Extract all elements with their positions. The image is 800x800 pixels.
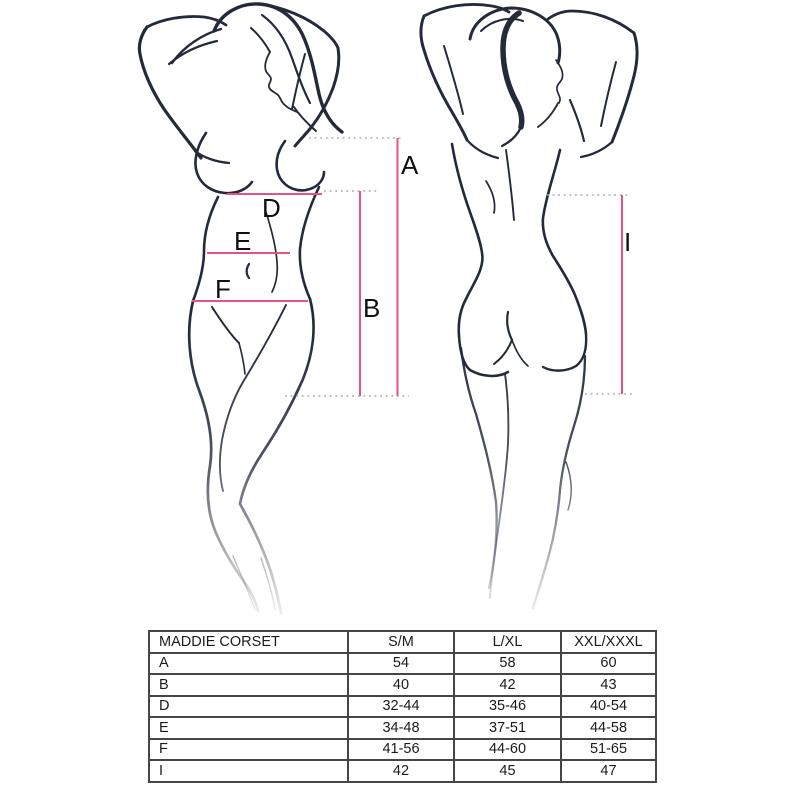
back-shoulder-blade — [486, 181, 495, 213]
front-hair-swoosh — [172, 29, 221, 63]
measurement-label-f: F — [215, 274, 231, 304]
table-row — [149, 653, 656, 675]
row-label: E — [149, 717, 348, 739]
cell-value: 34-48 — [348, 717, 454, 739]
column-header-sm: S/M — [348, 631, 454, 653]
row-label: I — [149, 760, 348, 782]
column-header-lxl: L/XL — [454, 631, 561, 653]
cell-value: 51-65 — [561, 739, 656, 761]
back-right-forearm — [548, 11, 634, 33]
row-label: B — [149, 674, 348, 696]
back-left-leg-outer — [461, 348, 497, 588]
cell-value: 42 — [454, 674, 561, 696]
table-row — [149, 674, 656, 696]
cell-value: 40-54 — [561, 696, 656, 718]
cell-value: 41-56 — [348, 739, 454, 761]
cell-value: 43 — [561, 674, 656, 696]
cell-value: 32-44 — [348, 696, 454, 718]
back-buttock-cleft — [507, 312, 512, 340]
measurement-labels — [215, 150, 631, 323]
front-left-upper-arm — [139, 27, 201, 158]
cell-value: 40 — [348, 674, 454, 696]
back-face-profile — [556, 60, 563, 103]
cell-value: 44-60 — [454, 739, 561, 761]
cell-value: 58 — [454, 653, 561, 675]
measurement-label-b: B — [363, 293, 381, 323]
measurement-label-e: E — [234, 226, 252, 256]
front-navel — [247, 264, 249, 278]
row-label: D — [149, 696, 348, 718]
back-right-buttock — [543, 334, 586, 371]
front-pelvis-center — [239, 343, 245, 374]
front-left-inner-arm — [169, 41, 217, 64]
cell-value: 37-51 — [454, 717, 561, 739]
front-ankle-stroke-1 — [233, 556, 255, 610]
measurement-label-a: A — [401, 150, 419, 180]
table-title: MADDIE CORSET — [149, 631, 348, 653]
back-right-leg-outer — [533, 356, 585, 608]
back-right-upper-arm — [612, 33, 637, 142]
table-row — [149, 739, 656, 761]
back-left-upper-arm — [421, 16, 467, 140]
back-cleft-left-fork — [494, 340, 512, 364]
front-hairline — [251, 28, 270, 52]
cell-value: 60 — [561, 653, 656, 675]
cell-value: 42 — [348, 760, 454, 782]
front-right-breast — [277, 141, 324, 190]
back-hair-nape — [503, 13, 522, 127]
cell-value: 54 — [348, 653, 454, 675]
cell-value: 35-46 — [454, 696, 561, 718]
table-row — [149, 717, 656, 739]
back-neck-shoulder — [570, 100, 584, 141]
back-cleft-right-fork — [512, 340, 528, 366]
front-left-forearm — [147, 16, 226, 27]
row-label: F — [149, 739, 348, 761]
back-torso-left-edge — [452, 144, 482, 336]
back-spine-line — [506, 150, 514, 220]
back-knee-crease — [566, 462, 571, 510]
back-torso-right-edge — [543, 150, 586, 334]
cell-value: 47 — [561, 760, 656, 782]
front-left-leg — [189, 301, 258, 611]
back-right-trap — [581, 142, 612, 157]
back-figure-drawing — [421, 4, 637, 608]
measurement-label-i: I — [624, 227, 632, 257]
table-row — [149, 696, 656, 718]
back-hair-tip — [502, 127, 521, 146]
column-header-xxl: XXL/XXXL — [561, 631, 656, 653]
table-row — [149, 760, 656, 782]
row-label: A — [149, 653, 348, 675]
front-torso-right-edge — [300, 187, 319, 299]
table-header-row — [149, 631, 656, 653]
cell-value: 45 — [454, 760, 561, 782]
cell-value: 44-58 — [561, 717, 656, 739]
size-table — [148, 630, 657, 783]
measurement-label-d: D — [262, 193, 281, 223]
back-jaw-line — [538, 103, 558, 127]
back-left-buttock — [459, 336, 508, 376]
back-hair-swirl — [481, 19, 523, 31]
front-right-leg — [240, 299, 314, 613]
front-bikini-line — [212, 307, 239, 343]
back-left-trap — [467, 140, 498, 158]
front-figure-drawing — [139, 4, 342, 613]
back-right-inner-arm — [601, 62, 616, 126]
